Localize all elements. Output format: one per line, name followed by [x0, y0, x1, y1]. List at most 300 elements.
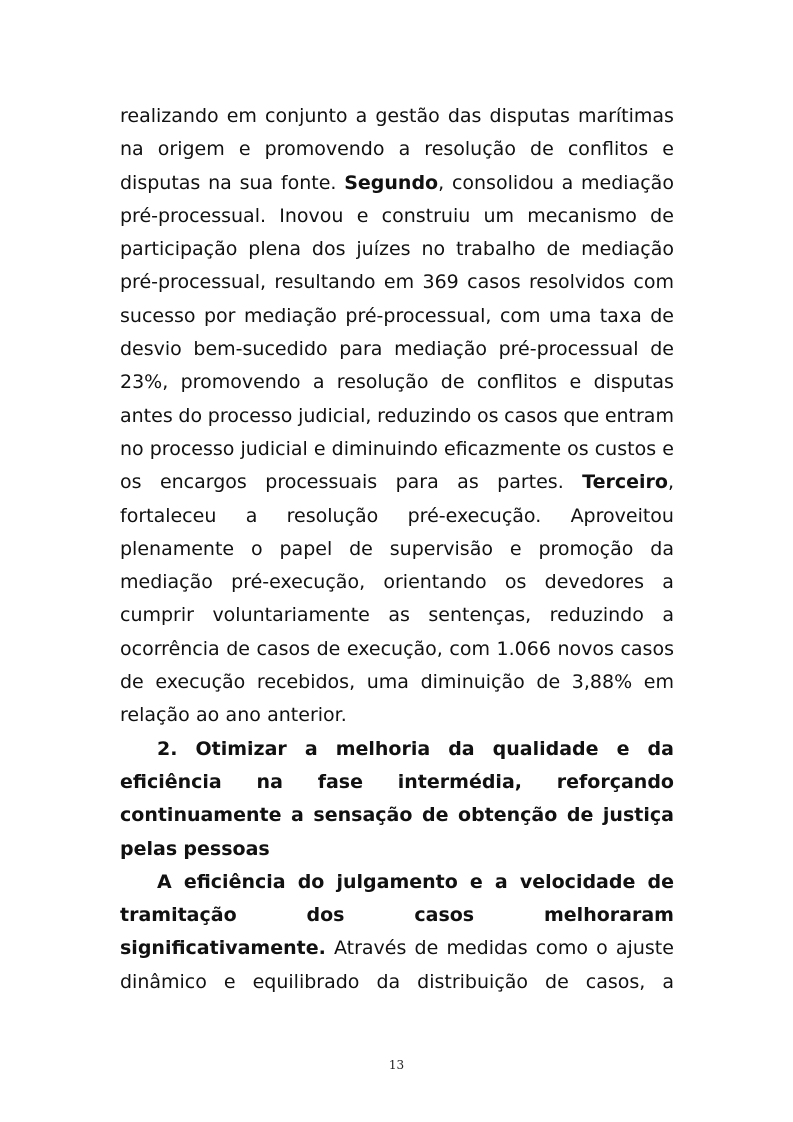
word-text: dos: [311, 238, 346, 261]
word-text: supervisão: [389, 537, 493, 560]
word: [581, 233, 674, 266]
word-text: participação: [120, 238, 238, 261]
bold-word: qualidade: [492, 737, 599, 760]
word: [633, 266, 674, 299]
word: [394, 333, 487, 366]
word-text: conflitos: [476, 371, 558, 394]
word-text: fortaleceu: [120, 504, 217, 527]
word-text: de: [349, 537, 373, 560]
word: [571, 500, 674, 533]
word: [157, 866, 172, 899]
word-text: de: [536, 671, 561, 694]
word-text: relação: [120, 704, 190, 727]
word: [399, 133, 411, 166]
word: [257, 633, 311, 666]
word-text: de: [530, 138, 554, 161]
word: [357, 200, 369, 233]
word-text: partes.: [497, 471, 564, 494]
word: [120, 932, 326, 965]
word-text: em: [383, 271, 415, 294]
word: [662, 599, 674, 632]
word: [240, 433, 307, 466]
bold-word: reforçando: [556, 770, 674, 793]
word: [495, 866, 508, 899]
word: [257, 766, 283, 799]
text-line: [120, 766, 674, 799]
bold-word: significativamente.: [120, 937, 326, 960]
word-text: reduzindo: [549, 604, 644, 627]
bold-word: melhoraram: [544, 904, 674, 927]
word: [662, 966, 674, 999]
word-text: que: [563, 404, 600, 427]
word-text: com: [633, 271, 674, 294]
word: [120, 433, 144, 466]
word: [339, 333, 382, 366]
bold-word: e: [616, 737, 630, 760]
bold-word: da: [647, 737, 674, 760]
word: [120, 233, 237, 266]
word: [396, 466, 439, 499]
bold-word: a: [304, 737, 318, 760]
text-line: [120, 932, 674, 965]
word: [457, 466, 479, 499]
word-text: de: [120, 671, 144, 694]
word-text: entram: [604, 404, 674, 427]
word: [650, 200, 674, 233]
word: [120, 966, 207, 999]
text-line: [120, 599, 674, 632]
word: [421, 666, 525, 699]
word-text: reduzindo: [377, 404, 472, 427]
word: [477, 366, 557, 399]
word: [448, 733, 474, 766]
word-text: mediação: [120, 571, 213, 594]
word-text: a: [662, 970, 674, 993]
word: [493, 733, 599, 766]
word: [157, 733, 177, 766]
word-text: resolvidos: [529, 271, 626, 294]
word-text: de: [650, 304, 674, 327]
word: [550, 599, 644, 632]
word: [490, 100, 570, 133]
word-text: judicial: [240, 437, 308, 460]
word-text: disputas: [593, 371, 674, 394]
word: [265, 133, 385, 166]
word-text: e: [223, 970, 236, 993]
word-text: cumprir: [120, 604, 194, 627]
word: [424, 133, 516, 166]
text-line: [120, 966, 674, 999]
word: [448, 100, 482, 133]
word: [120, 466, 142, 499]
text-line: [120, 699, 674, 732]
word-text: promoção: [538, 537, 634, 560]
word-text: para: [339, 338, 383, 361]
word: [428, 599, 531, 632]
word: [422, 799, 449, 832]
word: [572, 666, 632, 699]
word: [337, 366, 429, 399]
word-text: de: [546, 238, 571, 261]
word-text: conflitos: [567, 138, 649, 161]
word-text: promovendo: [264, 138, 385, 161]
bold-word: intermédia,: [397, 770, 522, 793]
bold-word: justiça: [602, 804, 674, 827]
text-line: [120, 400, 674, 433]
word: [408, 500, 542, 533]
word: [120, 833, 177, 866]
bold-word: fase: [317, 770, 363, 793]
word: [603, 799, 674, 832]
word: [253, 966, 360, 999]
word: [570, 366, 582, 399]
bold-word: de: [566, 804, 594, 827]
word: [204, 300, 236, 333]
word: [298, 866, 325, 899]
word-text: a: [561, 171, 574, 194]
word-text: de: [650, 338, 674, 361]
word: [376, 966, 400, 999]
word-text: construiu: [381, 204, 471, 227]
word: [356, 100, 368, 133]
word-text: ajuste: [615, 937, 674, 960]
word: [545, 966, 569, 999]
body-text: [120, 100, 674, 999]
text-line: [120, 266, 674, 299]
word-text: recebidos,: [256, 671, 356, 694]
text-line: [120, 300, 674, 333]
word-text: origem: [157, 138, 225, 161]
word: [345, 300, 491, 333]
word: [265, 100, 348, 133]
word: [212, 599, 369, 632]
word: [510, 533, 522, 566]
word: [120, 200, 266, 233]
text-line: [120, 533, 674, 566]
word-text: eficazmente: [443, 437, 562, 460]
word: [160, 466, 247, 499]
word: [251, 533, 263, 566]
word: [449, 633, 490, 666]
word-text: mediação: [394, 338, 487, 361]
word-text: casos: [467, 271, 521, 294]
word-text: sua: [239, 171, 274, 194]
word: [617, 733, 630, 766]
bold-word: Segundo: [344, 171, 439, 194]
word-text: os: [476, 404, 499, 427]
word: [281, 167, 337, 200]
bold-word: pelas: [120, 837, 178, 860]
word-text: a: [245, 504, 258, 527]
word-text: devedores: [544, 571, 645, 594]
word: [349, 533, 373, 566]
word: [336, 733, 430, 766]
word-text: por: [204, 304, 236, 327]
word: [184, 866, 286, 899]
word-text: consolidou: [451, 171, 554, 194]
word: [265, 466, 377, 499]
word: [538, 533, 633, 566]
word: [415, 932, 439, 965]
word-text: plenamente: [120, 537, 235, 560]
word-text: e: [238, 138, 251, 161]
word: [120, 300, 196, 333]
text-line: [120, 133, 674, 166]
word: [120, 566, 213, 599]
word: [120, 400, 173, 433]
word: [499, 333, 639, 366]
word: [568, 133, 648, 166]
word-text: ,: [667, 471, 674, 494]
word: [181, 366, 301, 399]
text-line: [120, 566, 674, 599]
word-text: pré-processual.: [120, 204, 267, 227]
word: [648, 733, 674, 766]
word: [384, 266, 414, 299]
word: [120, 366, 168, 399]
word: [305, 733, 318, 766]
word: [605, 400, 674, 433]
word-text: conjunto: [265, 105, 348, 127]
word: [650, 300, 674, 333]
word-text: marítimas: [577, 105, 674, 127]
word: [314, 433, 326, 466]
text-line: [120, 833, 674, 866]
word-text: uma: [549, 304, 592, 327]
word: [444, 433, 561, 466]
bold-word: eficiência: [120, 770, 222, 793]
word: [377, 400, 471, 433]
word: [318, 766, 363, 799]
word: [334, 932, 406, 965]
bold-word: da: [448, 737, 475, 760]
word-text: dinâmico: [120, 970, 207, 993]
text-line: [120, 866, 674, 899]
word-text: 1.066: [496, 637, 551, 660]
word: [578, 100, 674, 133]
word: [298, 400, 371, 433]
bold-word: eficiência: [183, 870, 286, 893]
word-text: das: [447, 105, 482, 127]
word: [594, 366, 674, 399]
word: [375, 100, 439, 133]
word-text: o: [250, 537, 263, 560]
text-line: [120, 733, 674, 766]
word: [120, 333, 182, 366]
word-text: antes: [120, 404, 173, 427]
word: [497, 633, 551, 666]
word-text: mediação: [581, 238, 674, 261]
bold-word: julgamento: [336, 870, 458, 893]
word: [120, 599, 194, 632]
word-text: a: [312, 371, 325, 394]
word: [616, 932, 674, 965]
bold-word: obtenção: [458, 804, 558, 827]
word: [530, 133, 554, 166]
word: [422, 266, 458, 299]
word: [662, 566, 674, 599]
word-text: da: [376, 970, 401, 993]
bold-word: dos: [306, 904, 345, 927]
word: [549, 300, 591, 333]
word-text: o: [596, 937, 608, 960]
word: [388, 599, 410, 632]
word-text: sentenças,: [428, 604, 532, 627]
word-text: casos,: [585, 970, 646, 993]
word-text: os: [504, 571, 527, 594]
word-text: novos: [557, 637, 614, 660]
bold-word: 2.: [157, 737, 178, 760]
word: [313, 366, 325, 399]
word-text: na: [120, 138, 144, 161]
text-line: [120, 899, 674, 932]
word: [563, 400, 599, 433]
word-text: em: [643, 671, 674, 694]
word-text: pré-execução,: [231, 571, 366, 594]
word-text: no: [421, 238, 446, 261]
word-text: como: [535, 937, 588, 960]
word: [662, 133, 674, 166]
bold-word: melhoria: [335, 737, 431, 760]
word-text: e: [356, 204, 369, 227]
word: [398, 766, 522, 799]
word: [344, 167, 444, 200]
word: [644, 666, 674, 699]
word: [248, 233, 301, 266]
word: [312, 233, 346, 266]
word: [240, 167, 274, 200]
word: [557, 633, 613, 666]
word-text: Aproveitou: [570, 504, 674, 527]
word-text: mecanismo: [527, 204, 637, 227]
word-text: distribuição: [417, 970, 529, 993]
word: [246, 500, 258, 533]
word: [120, 799, 282, 832]
word: [208, 400, 293, 433]
bold-word: a: [291, 804, 304, 827]
word-text: e: [662, 138, 674, 161]
word-text: com: [499, 304, 541, 327]
text-line: [120, 233, 674, 266]
word-text: processuais: [265, 471, 378, 494]
word-text: ocorrência: [120, 637, 220, 660]
text-line: [120, 500, 674, 533]
word-text: resultando: [274, 271, 376, 294]
word: [383, 566, 486, 599]
word-text: um: [483, 204, 515, 227]
word-text: taxa: [599, 304, 642, 327]
word: [500, 300, 541, 333]
word-text: disputas: [489, 105, 570, 127]
page-number: 13: [388, 1058, 405, 1072]
word: [567, 433, 589, 466]
word: [520, 866, 636, 899]
word: [193, 333, 327, 366]
word-text: pré-execução.: [407, 504, 542, 527]
word: [120, 766, 222, 799]
word: [452, 167, 554, 200]
word: [477, 400, 499, 433]
word: [120, 899, 237, 932]
text-line: [120, 799, 674, 832]
word-text: resolução: [286, 504, 379, 527]
word: [274, 266, 375, 299]
word: [484, 200, 515, 233]
word: [291, 799, 304, 832]
word-text: em: [226, 105, 257, 127]
word-text: voluntariamente: [212, 604, 370, 627]
word: [227, 100, 257, 133]
word: [470, 866, 483, 899]
word-text: de: [316, 637, 341, 660]
word-text: a: [662, 604, 674, 627]
word: [544, 899, 674, 932]
word: [158, 133, 225, 166]
bold-word: tramitação: [120, 904, 237, 927]
word-text: para: [395, 471, 439, 494]
word-text: mediação: [581, 171, 674, 194]
text-line: [120, 200, 674, 233]
word: [226, 699, 261, 732]
word-text: plena: [248, 238, 301, 261]
word: [120, 666, 144, 699]
word: [347, 633, 443, 666]
word-text: fonte.: [280, 171, 337, 194]
word: [581, 167, 674, 200]
word: [390, 533, 493, 566]
bold-word: Otimizar: [195, 737, 287, 760]
word: [596, 932, 608, 965]
word: [546, 233, 570, 266]
word: [239, 133, 251, 166]
word: [417, 966, 528, 999]
word-text: casos: [256, 637, 311, 660]
bold-word: a: [494, 870, 508, 893]
word-text: realizando: [120, 105, 219, 127]
word-text: Inovou: [279, 204, 344, 227]
bold-word: continuamente: [120, 804, 282, 827]
word-text: os: [567, 437, 589, 460]
word: [196, 699, 219, 732]
word-text: da: [650, 537, 674, 560]
word-text: execução: [155, 671, 246, 694]
word: [183, 833, 269, 866]
word: [650, 333, 674, 366]
word-text: pré-processual,: [120, 271, 267, 294]
word: [536, 666, 560, 699]
word-text: papel: [279, 537, 333, 560]
word-text: Através: [333, 937, 407, 960]
word-text: disputas: [120, 171, 201, 194]
word: [120, 500, 216, 533]
bold-word: casos: [414, 904, 475, 927]
text-line: [120, 366, 674, 399]
word-text: resolução: [336, 371, 429, 394]
word: [458, 799, 557, 832]
word: [467, 266, 521, 299]
word-text: bem-sucedido: [193, 338, 328, 361]
word-text: e: [569, 371, 582, 394]
text-line: [120, 633, 674, 666]
word: [244, 300, 337, 333]
word-text: pré-processual,: [345, 304, 492, 327]
bold-word: e: [469, 870, 483, 893]
word-text: anterior.: [267, 704, 347, 727]
word-text: de: [650, 204, 674, 227]
word: [150, 433, 235, 466]
word: [317, 633, 341, 666]
word: [231, 566, 365, 599]
